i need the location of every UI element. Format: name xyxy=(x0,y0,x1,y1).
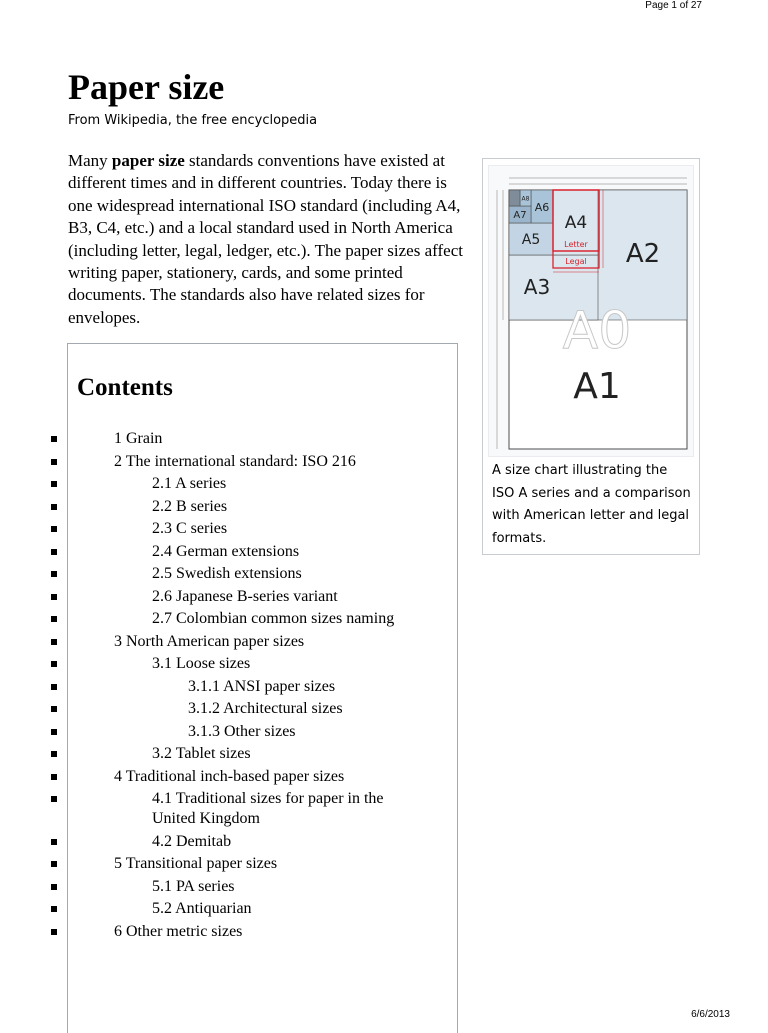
paper-size-svg xyxy=(489,166,693,456)
label-a0: A0 xyxy=(562,301,632,361)
figure-thumbnail xyxy=(482,158,700,555)
toc-item[interactable]: 3.1 Loose sizes xyxy=(68,654,457,677)
toc-item[interactable]: 5.1 PA series xyxy=(68,877,457,900)
toc-item[interactable]: 3.1.3 Other sizes xyxy=(68,722,457,745)
a9-sheet xyxy=(509,190,520,206)
intro-text-rest: standards conventions have existed at different times and in different countries. Today there is one widespread international ISO standard (including A4, B3, C4, etc.) and a local standard used in North America (including letter, legal, ledger, etc.). The paper sizes affect writing paper, stationery, cards, and some printed documents. The standards also have related sizes for envelopes. xyxy=(68,151,463,327)
toc-item[interactable]: 5 Transitional paper sizes xyxy=(68,854,457,877)
toc-item[interactable]: 1 Grain xyxy=(68,429,457,452)
table-of-contents xyxy=(67,343,458,1033)
label-letter: Letter xyxy=(564,240,588,249)
toc-item[interactable]: 2.7 Colombian common sizes naming xyxy=(68,609,457,632)
toc-item[interactable]: 2.5 Swedish extensions xyxy=(68,564,457,587)
toc-item[interactable]: 2 The international standard: ISO 216 xyxy=(68,452,457,475)
toc-item[interactable]: 4 Traditional inch-based paper sizes xyxy=(68,767,457,790)
intro-paragraph xyxy=(68,150,463,329)
figure-caption: A size chart illustrating the ISO A series and a comparison with American letter and legal formats. xyxy=(492,463,691,546)
page-subtitle: From Wikipedia, the free encyclopedia xyxy=(68,113,318,128)
label-a6: A6 xyxy=(534,201,550,214)
toc-item[interactable]: 2.1 A series xyxy=(68,474,457,497)
toc-item[interactable]: 3 North American paper sizes xyxy=(68,632,457,655)
label-a4: A4 xyxy=(564,213,588,233)
label-a8: A8 xyxy=(521,195,530,203)
toc-item[interactable]: 2.4 German extensions xyxy=(68,542,457,565)
label-legal: Legal xyxy=(565,257,587,266)
toc-item[interactable]: 3.1.1 ANSI paper sizes xyxy=(68,677,457,700)
toc-item[interactable]: 2.6 Japanese B-series variant xyxy=(68,587,457,610)
toc-item[interactable]: 2.3 C series xyxy=(68,519,457,542)
label-a2: A2 xyxy=(625,239,661,269)
paper-size-diagram[interactable] xyxy=(488,165,694,457)
intro-text-start: Many xyxy=(68,151,108,170)
page-title: Paper size xyxy=(68,67,225,107)
toc-heading: Contents xyxy=(77,374,173,401)
toc-list xyxy=(68,429,457,944)
toc-item[interactable]: 4.2 Demitab xyxy=(68,832,457,855)
label-a5: A5 xyxy=(521,232,541,248)
toc-item[interactable]: 4.1 Traditional sizes for paper in the United Kingdom xyxy=(68,789,457,832)
intro-bold-term: paper size xyxy=(111,151,185,170)
label-a1: A1 xyxy=(573,366,621,407)
toc-item[interactable]: 3.2 Tablet sizes xyxy=(68,744,457,767)
toc-item[interactable]: 3.1.2 Architectural sizes xyxy=(68,699,457,722)
label-a3: A3 xyxy=(523,275,551,299)
footer-date: 6/6/2013 xyxy=(691,1009,730,1020)
toc-item[interactable]: 6 Other metric sizes xyxy=(68,922,457,945)
page-number: Page 1 of 27 xyxy=(645,0,702,11)
label-a7: A7 xyxy=(513,210,527,221)
toc-item[interactable]: 5.2 Antiquarian xyxy=(68,899,457,922)
toc-item[interactable]: 2.2 B series xyxy=(68,497,457,520)
